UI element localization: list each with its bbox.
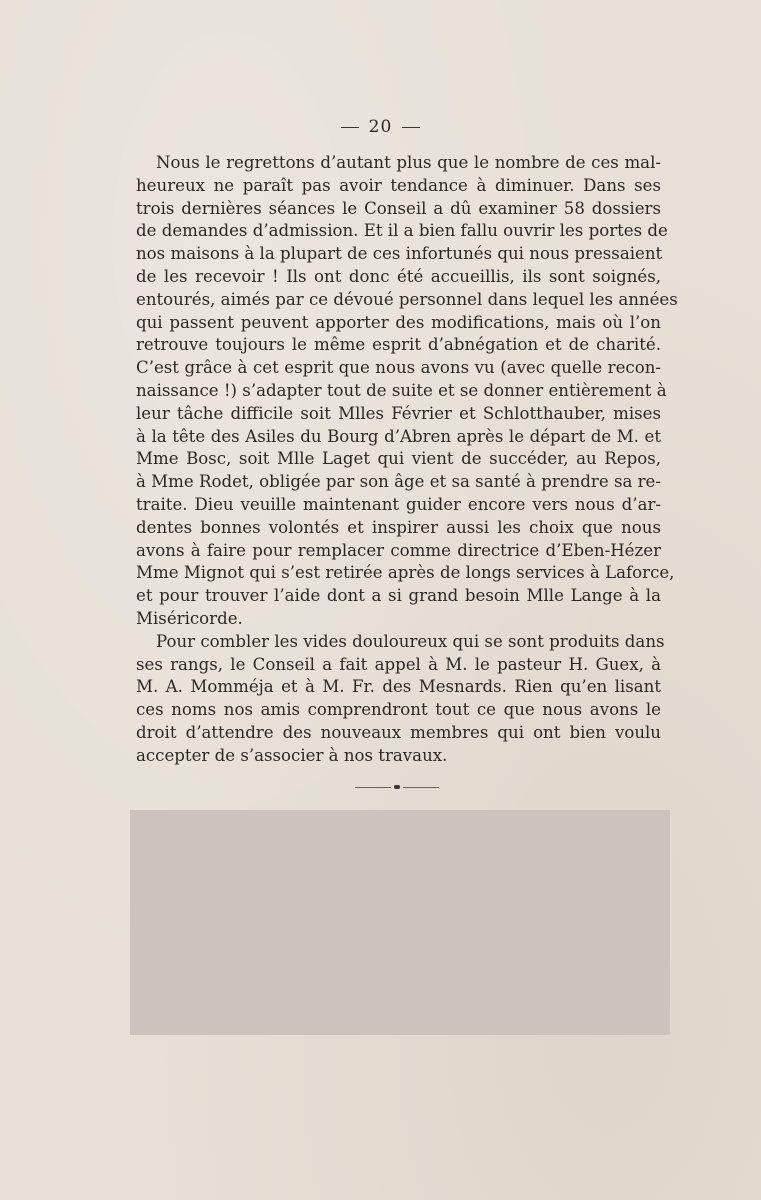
text-line: entourés, aimés par ce dévoué personnel dans lequel les années — [136, 289, 678, 309]
text-line: Mme Mignot qui s’est retirée après de longs services à Laforce, — [136, 563, 675, 583]
text-line: accepter de s’associer à nos travaux. — [136, 745, 448, 765]
text-line: droit d’attendre des nouveaux membres qui ont bien voulu — [136, 722, 661, 742]
separator-ornament — [394, 785, 400, 789]
page-number-dash-right — [402, 127, 420, 128]
text-line: Mme Bosc, soit Mlle Laget qui vient de succéder, au Repos, — [136, 449, 661, 469]
text-line: et pour trouver l’aide dont a si grand besoin Mlle Lange à la — [136, 586, 661, 606]
text-line: retrouve toujours le même esprit d’abnégation et de charité. — [136, 335, 661, 355]
page-number-dash-left — [341, 127, 359, 128]
separator-rule-left — [355, 787, 391, 788]
text-line: à Mme Rodet, obligée par son âge et sa santé à prendre sa re- — [136, 472, 661, 492]
text-line: trois dernières séances le Conseil a dû examiner 58 dossiers — [136, 198, 661, 218]
text-line: ces noms nos amis comprendront tout ce que nous avons le — [136, 700, 661, 720]
text-line: Miséricorde. — [136, 608, 243, 628]
text-line: heureux ne paraît pas avoir tendance à diminuer. Dans ses — [136, 175, 661, 195]
text-line: de les recevoir ! Ils ont donc été accueillis, ils sont soignés, — [136, 266, 661, 286]
separator-rule-right — [403, 787, 439, 788]
text-line: naissance !) s’adapter tout de suite et se donner entièrement à — [136, 380, 667, 400]
section-separator — [355, 786, 439, 790]
text-line: M. A. Momméja et à M. Fr. des Mesnards. Rien qu’en lisant — [136, 677, 661, 697]
paragraph-1 — [136, 152, 678, 631]
text-line: avons à faire pour remplacer comme directrice d’Eben-Hézer — [136, 540, 661, 560]
paragraph-2 — [136, 631, 665, 768]
text-line: qui passent peuvent apporter des modifications, mais où l’on — [136, 312, 661, 332]
text-line: leur tâche difficile soit Mlles Février et Schlotthauber, mises — [136, 403, 661, 423]
text-line: nos maisons à la plupart de ces infortunés qui nous pressaient — [136, 244, 663, 264]
body-text — [136, 152, 678, 768]
image-placeholder — [130, 810, 670, 1035]
text-line: C’est grâce à cet esprit que nous avons vu (avec quelle recon- — [136, 358, 661, 378]
text-line: Nous le regrettons d’autant plus que le nombre de ces mal- — [156, 153, 661, 172]
text-line: dentes bonnes volontés et inspirer aussi les choix que nous — [136, 517, 661, 537]
page-number-value: 20 — [368, 117, 393, 137]
text-line: ses rangs, le Conseil a fait appel à M. le pasteur H. Guex, à — [136, 654, 661, 674]
text-line: Pour combler les vides douloureux qui se sont produits dans — [156, 631, 665, 651]
page-number — [0, 117, 761, 137]
text-line: de demandes d’admission. Et il a bien fallu ouvrir les portes de — [136, 221, 668, 241]
text-line: à la tête des Asiles du Bourg d’Abren après le départ de M. et — [136, 426, 661, 446]
text-line: traite. Dieu veuille maintenant guider encore vers nous d’ar- — [136, 494, 661, 514]
